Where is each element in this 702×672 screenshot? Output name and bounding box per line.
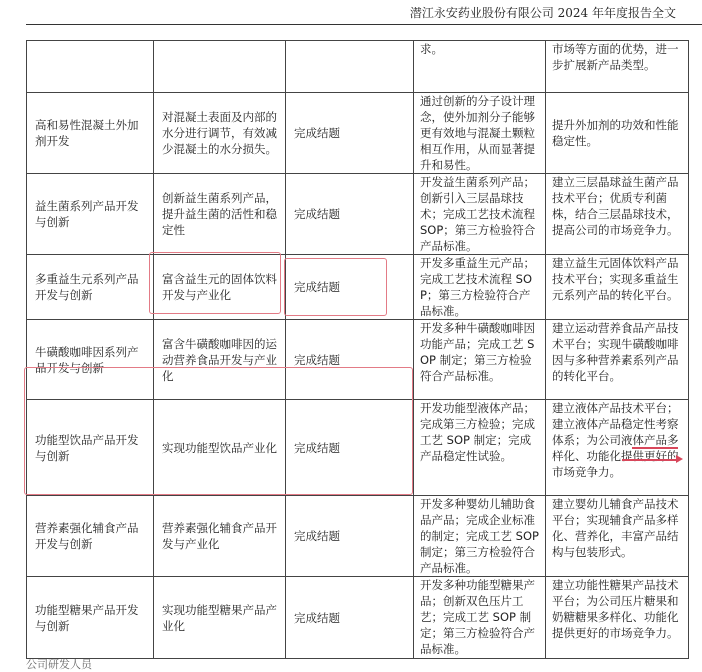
- project-name: 多重益生元系列产品开发与创新: [27, 255, 154, 320]
- project-goal: 市场等方面的优势，进一步扩展新产品类型。: [546, 41, 689, 93]
- project-name: 营养素强化辅食产品开发与创新: [27, 496, 154, 577]
- project-plan: 开发多重益生元产品；完成工艺技术流程 SOP；第三方检验符合产品标准。: [414, 255, 546, 320]
- project-name: 益生菌系列产品开发与创新: [27, 174, 154, 255]
- annotation-arrow-line: [622, 459, 678, 461]
- project-purpose: 实现功能型饮品产业化: [154, 400, 286, 496]
- project-name: 功能型糖果产品开发与创新: [27, 577, 154, 659]
- table-row: [27, 93, 689, 174]
- project-purpose: 对混凝土表面及内部的水分进行调节，有效减少混凝土的水分损失。: [154, 93, 286, 174]
- project-status: 完成结题: [286, 320, 414, 400]
- project-goal: 建立三层晶球益生菌产品技术平台；优质专利菌株，结合三层晶球技术，提高公司的市场竞争力。: [546, 174, 689, 255]
- project-purpose: 富含益生元的固体饮料开发与产业化: [154, 255, 286, 320]
- rd-projects-table: [26, 40, 689, 659]
- project-name: [27, 41, 154, 93]
- project-goal: 建立功能性糖果产品技术平台；为公司压片糖果和奶糖糖果多样化、功能化提供更好的市场竞争力。: [546, 577, 689, 659]
- footer-text: 公司研发人员: [26, 658, 92, 671]
- highlight-box-status: [284, 258, 387, 316]
- highlight-box-purpose: [149, 252, 281, 314]
- project-purpose: 实现功能型糖果产品产业化: [154, 577, 286, 659]
- project-plan: 开发功能型液体产品；完成第三方检验；完成工艺 SOP 制定；完成产品稳定性试验。: [414, 400, 546, 496]
- project-plan: 开发多种婴幼儿辅助食品产品；完成企业标准的制定；完成工艺 SOP 制定；第三方检验符合产品标准。: [414, 496, 546, 577]
- project-status: 完成结题: [286, 577, 414, 659]
- project-plan: 开发多种牛磺酸咖啡因功能产品；完成工艺 SOP 制定；第三方检验符合产品标准。: [414, 320, 546, 400]
- table-row: [27, 496, 689, 577]
- project-name: 功能型饮品产品开发与创新: [27, 400, 154, 496]
- project-status: 完成结题: [286, 93, 414, 174]
- project-goal: 提升外加剂的功效和性能稳定性。: [546, 93, 689, 174]
- project-status: 完成结题: [286, 255, 414, 320]
- table-row: [27, 577, 689, 659]
- report-title: 潜江永安药业股份有限公司 2024 年年度报告全文: [409, 6, 676, 20]
- project-goal: 建立运动营养食品产品技术平台；实现牛磺酸咖啡因与多种营养素系列产品的转化平台。: [546, 320, 689, 400]
- project-name: 牛磺酸咖啡因系列产品开发与创新: [27, 320, 154, 400]
- project-plan: 通过创新的分子设计理念，使外加剂分子能够更有效地与混凝土颗粒相互作用，从而显著提升和易性。: [414, 93, 546, 174]
- project-plan: 求。: [414, 41, 546, 93]
- project-status: 完成结题: [286, 496, 414, 577]
- project-plan: 开发多种功能型糖果产品；创新双色压片工艺；完成工艺 SOP 制定；第三方检验符合产品标准。: [414, 577, 546, 659]
- project-plan: 开发益生菌系列产品；创新引入三层晶球技术；完成工艺技术流程 SOP；第三方检验符合产品标准。: [414, 174, 546, 255]
- annotation-arrow-line: [632, 447, 678, 449]
- project-goal: 建立益生元固体饮料产品技术平台；实现多重益生元系列产品的转化平台。: [546, 255, 689, 320]
- project-goal: 建立婴幼儿辅食产品技术平台；实现辅食产品多样化、营养化，丰富产品结构与包装形式。: [546, 496, 689, 577]
- project-purpose: 富含牛磺酸咖啡因的运动营养食品开发与产业化: [154, 320, 286, 400]
- table-row: [27, 174, 689, 255]
- project-status: 完成结题: [286, 400, 414, 496]
- project-status: [286, 41, 414, 93]
- project-purpose: 创新益生菌系列产品，提升益生菌的活性和稳定性: [154, 174, 286, 255]
- project-status: 完成结题: [286, 174, 414, 255]
- highlight-box-functional-drink-row: [24, 367, 413, 495]
- table-row: [27, 41, 689, 93]
- arrow-head-icon: [676, 455, 683, 463]
- header-divider: [26, 24, 702, 25]
- project-purpose: 营养素强化辅食产品开发与产业化: [154, 496, 286, 577]
- project-purpose: [154, 41, 286, 93]
- project-name: 高和易性混凝土外加剂开发: [27, 93, 154, 174]
- project-goal: 建立液体产品技术平台；建立液体产品稳定性考察体系；为公司液体产品多样化、功能化提供更好的市场竞争力。: [546, 400, 689, 496]
